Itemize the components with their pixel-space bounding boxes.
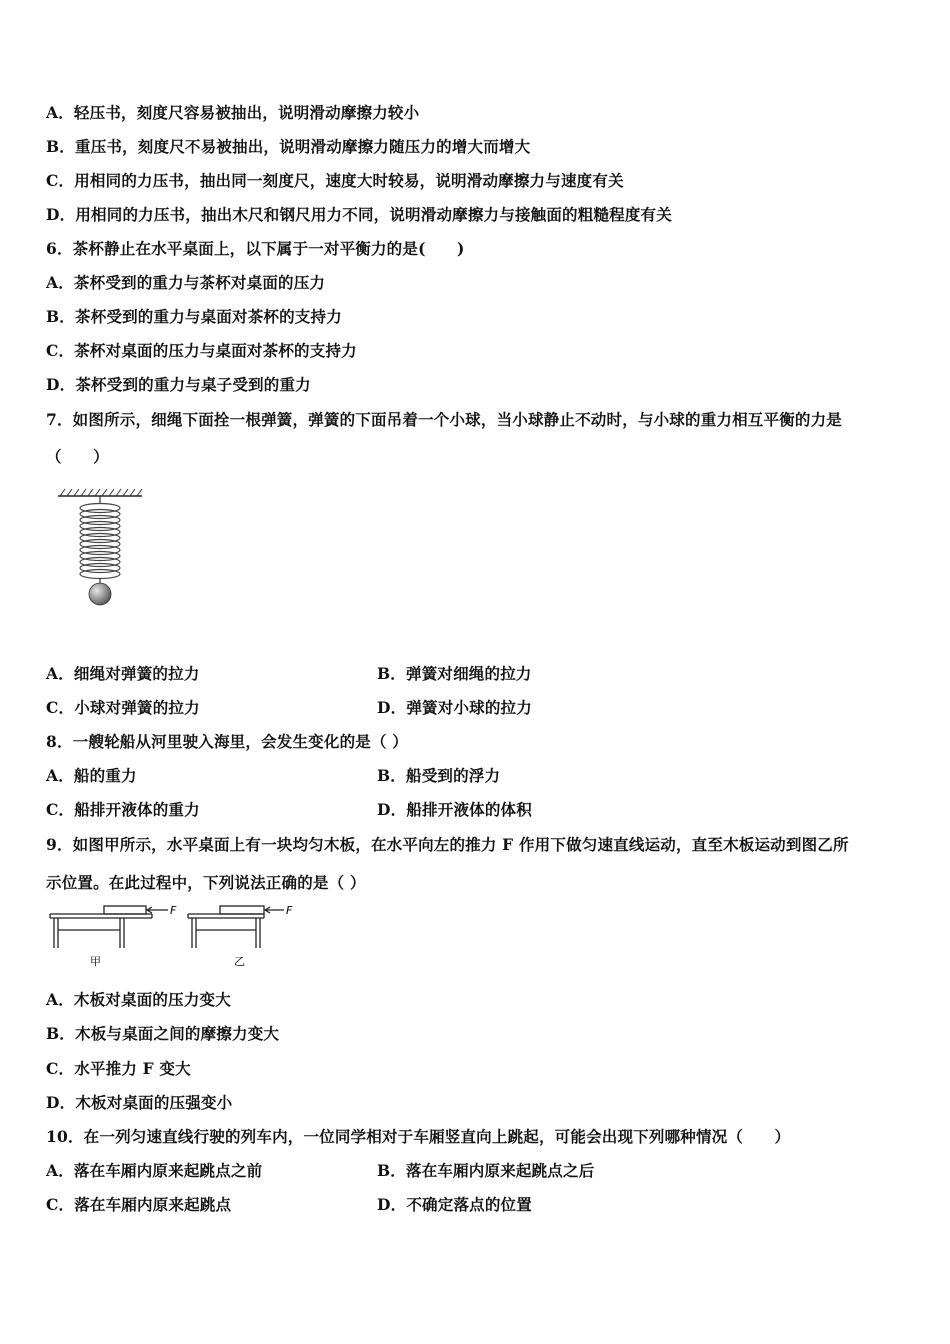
q8-option-d: D．船排开液体的体积 xyxy=(377,800,532,819)
q6-option-b: B．茶杯受到的重力与桌面对茶杯的支持力 xyxy=(46,307,342,326)
q8-option-b: B．船受到的浮力 xyxy=(377,766,501,785)
q8-stem: 8．一艘轮船从河里驶入海里，会发生变化的是（ ） xyxy=(46,732,408,751)
q9-option-b: B．木板与桌面之间的摩擦力变大 xyxy=(46,1024,280,1043)
q5-option-c: C．用相同的力压书，抽出同一刻度尺，速度大时较易，说明滑动摩擦力与速度有关 xyxy=(46,171,624,190)
q9-option-c: C．水平推力 F 变大 xyxy=(46,1059,191,1078)
q10-option-d: D．不确定落点的位置 xyxy=(377,1195,532,1214)
q9-option-d: D．木板对桌面的压强变小 xyxy=(46,1093,233,1112)
q5-option-b: B．重压书，刻度尺不易被抽出，说明滑动摩擦力随压力的增大而增大 xyxy=(46,137,531,156)
q7-option-b: B．弹簧对细绳的拉力 xyxy=(377,664,532,683)
q9-stem: 9．如图甲所示，水平桌面上有一块均匀木板，在水平向左的推力 F 作用下做匀速直线运动，直至木板运动到图乙所 xyxy=(46,835,849,854)
figure-label-yi: 乙 xyxy=(234,955,245,968)
q6-option-c: C．茶杯对桌面的压力与桌面对茶杯的支持力 xyxy=(46,341,357,360)
q5-option-a: A．轻压书，刻度尺容易被抽出，说明滑动摩擦力较小 xyxy=(46,103,420,122)
q10-option-b: B．落在车厢内原来起跳点之后 xyxy=(377,1161,595,1180)
q6-stem: 6．茶杯静止在水平桌面上，以下属于一对平衡力的是( ) xyxy=(46,239,465,258)
force-label-yi: F xyxy=(286,904,293,917)
q7-stem: 7．如图所示，细绳下面拴一根弹簧，弹簧的下面吊着一个小球，当小球静止不动时，与小球的重力相互平衡的力是 xyxy=(46,410,842,429)
q7-stem-bracket: （ ） xyxy=(46,447,109,466)
q9-stem-cont: 示位置。在此过程中，下列说法正确的是（ ） xyxy=(46,873,366,892)
q10-option-c: C．落在车厢内原来起跳点 xyxy=(46,1195,232,1214)
q6-option-d: D．茶杯受到的重力与桌子受到的重力 xyxy=(46,375,311,394)
q8-option-a: A．船的重力 xyxy=(46,766,137,785)
spring-figure xyxy=(54,486,164,616)
figure-jia xyxy=(50,906,168,948)
q6-option-a: A．茶杯受到的重力与茶杯对桌面的压力 xyxy=(46,273,326,292)
table-board-figure xyxy=(48,902,308,970)
figure-yi xyxy=(188,906,284,948)
q7-option-c: C．小球对弹簧的拉力 xyxy=(46,698,200,717)
q7-option-a: A．细绳对弹簧的拉力 xyxy=(46,664,200,683)
q8-option-c: C．船排开液体的重力 xyxy=(46,800,200,819)
q5-option-d: D．用相同的力压书，抽出木尺和钢尺用力不同，说明滑动摩擦力与接触面的粗糙程度有关 xyxy=(46,205,672,224)
q10-stem: 10．在一列匀速直线行驶的列车内，一位同学相对于车厢竖直向上跳起，可能会出现下列哪种情况（ ） xyxy=(46,1127,791,1146)
q10-option-a: A．落在车厢内原来起跳点之前 xyxy=(46,1161,263,1180)
q9-option-a: A．木板对桌面的压力变大 xyxy=(46,990,231,1009)
figure-label-jia: 甲 xyxy=(90,955,101,968)
q7-option-d: D．弹簧对小球的拉力 xyxy=(377,698,532,717)
force-label-jia: F xyxy=(170,904,177,917)
